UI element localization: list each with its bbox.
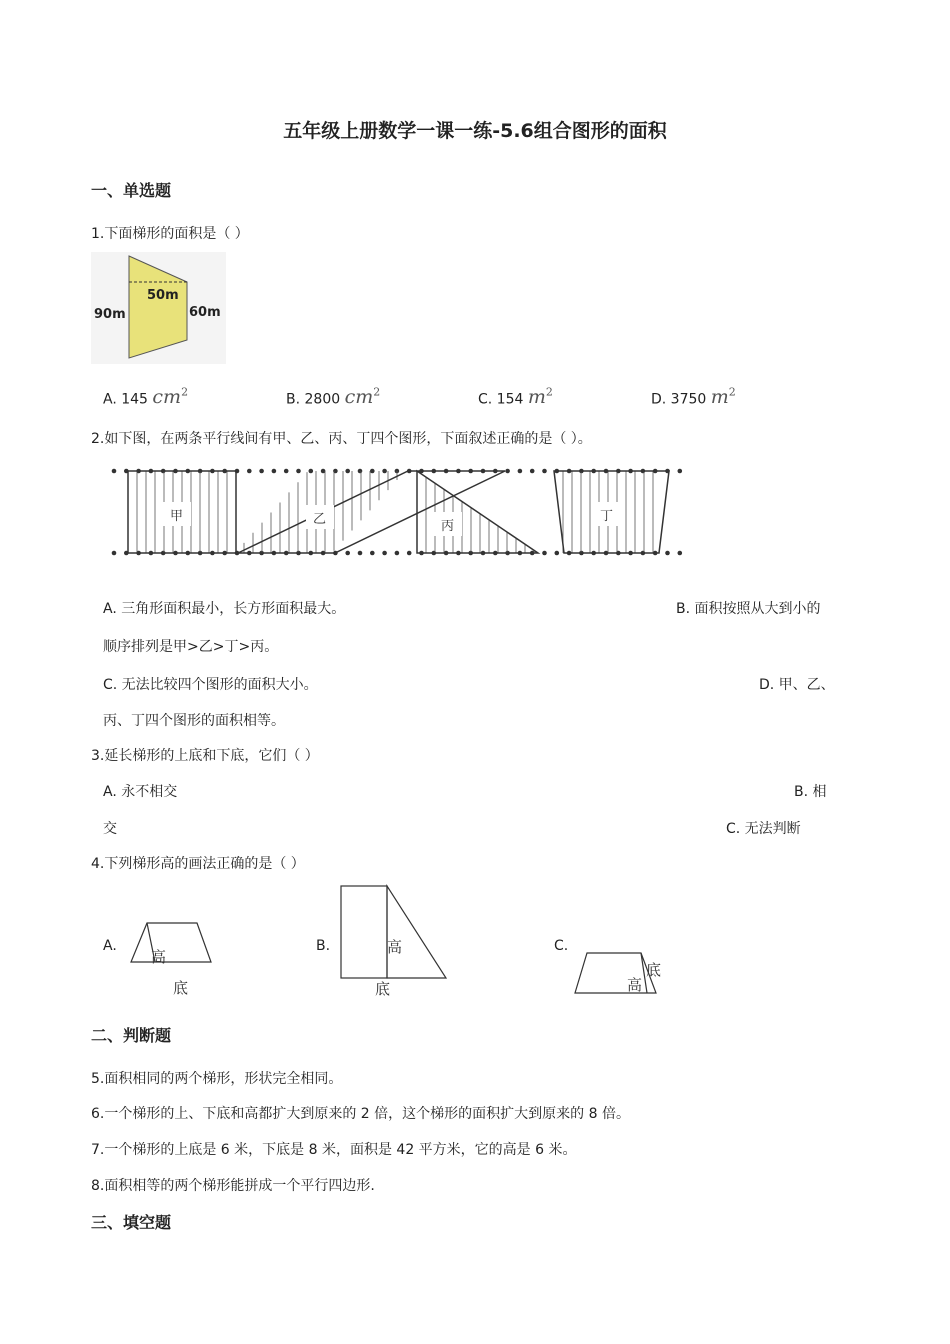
question-2-option-a[interactable]: A. 三角形面积最小，长方形面积最大。 [103,601,346,617]
label-jia: 甲 [170,509,184,524]
question-1-option-b[interactable]: B. 2800 $cm^2$ [286,386,381,409]
unit-m2: $m^2$ [710,386,736,409]
line-dot [530,469,535,474]
height-label: 高 [387,938,403,956]
section-heading-true-false: 二、判断题 [91,1026,172,1045]
question-2-option-b[interactable]: B. 面积按照从大到小的 [676,601,821,617]
label-bing: 丙 [441,519,455,534]
line-dot [296,469,301,474]
height-label: 高 [151,948,167,966]
line-dot [112,469,117,474]
unit-cm2: $cm^2$ [344,386,381,409]
shape-yi-parallelogram [238,471,505,553]
line-dot [665,551,670,556]
question-3-option-a[interactable]: A. 永不相交 [103,784,178,800]
question-4-figure-a[interactable] [125,915,220,1000]
question-1-option-a[interactable]: A. 145 $cm^2$ [103,386,189,409]
label-90m: 90m [94,307,126,322]
line-dot [345,469,350,474]
line-dot [259,469,264,474]
height-label: 高 [627,976,643,994]
question-2-option-c[interactable]: C. 无法比较四个图形的面积大小。 [103,677,318,693]
question-3-text: 3.延长梯形的上底和下底，它们（ ） [91,748,319,764]
line-dot [407,551,412,556]
question-4-figure-b[interactable] [336,882,451,1000]
triangle-part [387,886,446,978]
line-dot [247,469,252,474]
line-dot [382,551,387,556]
question-1-option-c[interactable]: C. 154 $m^2$ [478,386,553,409]
label-60m: 60m [189,305,221,320]
base-label: 底 [375,980,391,998]
question-1-option-d[interactable]: D. 3750 $m^2$ [651,386,736,409]
question-2-text: 2.如下图，在两条平行线间有甲、乙、丙、丁四个图形，下面叙述正确的是（ ）。 [91,431,592,447]
base-label: 底 [173,979,189,997]
line-dot [272,469,277,474]
question-7-text: 7.一个梯形的上底是 6 米，下底是 8 米，面积是 42 平方米，它的高是 6 米。 [91,1142,577,1158]
trapezoid-shape [131,923,211,962]
question-5-text: 5.面积相同的两个梯形，形状完全相同。 [91,1071,343,1087]
label-ding: 丁 [600,509,614,524]
line-dot [678,469,683,474]
line-dot [518,469,523,474]
question-4-option-b-label[interactable]: B. [316,938,331,954]
question-1-text: 1.下面梯形的面积是（ ） [91,226,249,242]
question-3-option-b[interactable]: B. 相 [794,784,827,800]
line-dot [112,551,117,556]
line-dot [284,469,289,474]
line-dot [555,551,560,556]
line-dot [358,469,363,474]
question-2-option-d[interactable]: D. 甲、乙、 [759,677,835,693]
line-dot [345,551,350,556]
question-4-figure-c[interactable] [570,945,675,1000]
question-8-text: 8.面积相等的两个梯形能拼成一个平行四边形. [91,1178,375,1194]
question-4-option-c-label[interactable]: C. [554,938,569,954]
label-yi: 乙 [313,512,327,527]
line-dot [542,469,547,474]
line-dot [370,551,375,556]
question-2-option-d-continued[interactable]: 丙、丁四个图形的面积相等。 [103,713,285,729]
label-50m: 50m [147,288,179,303]
hatching-lines [137,471,653,553]
question-4-option-a-label[interactable]: A. [103,938,117,954]
line-dot [505,469,510,474]
page-title: 五年级上册数学一课一练-5.6组合图形的面积 [283,120,667,142]
unit-m2: $m^2$ [527,386,553,409]
line-dot [358,551,363,556]
line-dot [382,469,387,474]
question-2-option-b-continued[interactable]: 顺序排列是甲>乙>丁>丙。 [103,639,279,655]
question-2-parallel-lines-figure [108,462,688,562]
question-1-trapezoid-figure [91,252,226,364]
unit-cm2: $cm^2$ [152,386,189,409]
line-dot [370,469,375,474]
line-dot [309,469,314,474]
question-3-option-b-continued[interactable]: 交 [103,821,117,837]
line-dot [678,551,683,556]
line-dot [395,551,400,556]
question-4-text: 4.下列梯形高的画法正确的是（ ） [91,856,305,872]
question-6-text: 6.一个梯形的上、下底和高都扩大到原来的 2 倍，这个梯形的面积扩大到原来的 8 倍。 [91,1106,630,1122]
rectangle-part [341,886,387,978]
section-heading-single-choice: 一、单选题 [91,181,172,200]
section-heading-fill-blank: 三、填空题 [91,1213,172,1232]
question-3-option-c[interactable]: C. 无法判断 [726,821,801,837]
line-dot [542,551,547,556]
base-label: 底 [646,961,662,979]
